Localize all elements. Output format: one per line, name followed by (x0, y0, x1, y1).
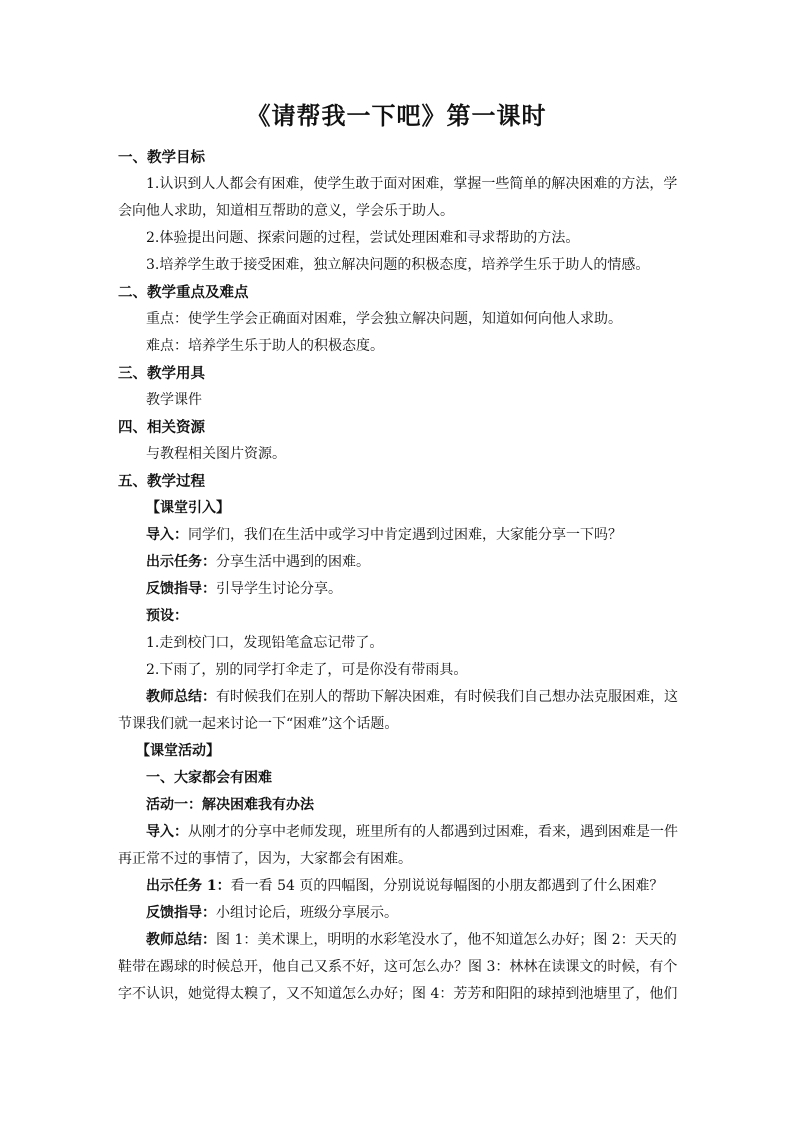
activity-summary-line-1 (118, 927, 678, 954)
resources-text: 与教程相关图片资源。 (146, 446, 286, 462)
activity-summary-line-3: 字不认识，她觉得太糗了，又不知道怎么办好；图 4：芳芳和阳阳的球掉到池塘里了，他们 (118, 986, 678, 1002)
objective-1-line-2: 会向他人求助，知道相互帮助的意义，学会乐于助人。 (118, 203, 454, 219)
feedback-text: 引导学生讨论分享。 (216, 581, 342, 597)
difficult-point: 难点：培养学生乐于助人的积极态度。 (146, 338, 384, 354)
feedback-paragraph (118, 576, 678, 603)
task-text: 分享生活中遇到的困难。 (216, 554, 370, 570)
preset-item-2: 2.下雨了，别的同学打伞走了，可是你没有带雨具。 (146, 662, 468, 678)
activity-intro-label: 导入： (146, 824, 188, 840)
subheading-class-intro: 【课堂引入】 (146, 500, 230, 516)
feedback-label: 反馈指导： (146, 581, 216, 597)
objective-2: 2.体验提出问题、探索问题的过程，尝试处理困难和寻求帮助的方法。 (146, 230, 580, 246)
document-body (118, 144, 678, 1008)
part-heading-1: 一、大家都会有困难 (146, 770, 272, 786)
section-heading-resources: 四、相关资源 (118, 419, 205, 436)
activity-feedback-label: 反馈指导： (146, 905, 216, 921)
summary-label: 教师总结： (146, 689, 216, 705)
activity-task-text: 看一看 54 页的四幅图，分别说说每幅图的小朋友都遇到了什么困难？ (230, 878, 664, 894)
intro-label: 导入： (146, 527, 188, 543)
section-heading-tools: 三、教学用具 (118, 365, 205, 382)
teacher-summary-line-1 (118, 684, 678, 711)
activity-summary-text-1: 图 1：美术课上，明明的水彩笔没水了，他不知道怎么办好；图 2：天天的 (216, 932, 677, 948)
objective-1-line-1: 1.认识到人人都会有困难，使学生敢于面对困难，掌握一些简单的解决困难的方法，学 (146, 176, 678, 192)
activity-feedback-paragraph (118, 900, 678, 927)
activity-intro-line-2: 再正常不过的事情了，因为，大家都会有困难。 (118, 851, 412, 867)
key-point: 重点：使学生学会正确面对困难，学会独立解决问题，知道如何向他人求助。 (146, 311, 622, 327)
activity-intro-text-1: 从刚才的分享中老师发现，班里所有的人都遇到过困难，看来，遇到困难是一件 (188, 824, 678, 840)
intro-paragraph (118, 522, 678, 549)
objective-3: 3.培养学生敢于接受困难，独立解决问题的积极态度，培养学生乐于助人的情感。 (146, 257, 650, 273)
summary-text-1: 有时候我们在别人的帮助下解决困难，有时候我们自己想办法克服困难，这 (216, 689, 678, 705)
activity-summary-label: 教师总结： (146, 932, 216, 948)
task-label: 出示任务： (146, 554, 216, 570)
intro-text: 同学们，我们在生活中或学习中肯定遇到过困难，大家能分享一下吗？ (188, 527, 622, 543)
preset-item-1: 1.走到校门口，发现铅笔盒忘记带了。 (146, 635, 384, 651)
tools-text: 教学课件 (146, 392, 202, 408)
activity-intro-line-1 (118, 819, 678, 846)
task-paragraph (118, 549, 678, 576)
section-heading-objectives: 一、教学目标 (118, 149, 205, 166)
section-heading-process: 五、教学过程 (118, 473, 205, 490)
activity-feedback-text: 小组讨论后，班级分享展示。 (216, 905, 398, 921)
page-title: 《请帮我一下吧》第一课时 (246, 101, 547, 130)
section-heading-key-points: 二、教学重点及难点 (118, 284, 249, 301)
activity-heading-1: 活动一：解决困难我有办法 (146, 797, 314, 813)
preset-label: 预设： (146, 608, 188, 624)
activity-task-paragraph (118, 873, 678, 900)
subheading-class-activity: 【课堂活动】 (136, 743, 220, 759)
activity-task-label: 出示任务 1： (146, 878, 231, 894)
teacher-summary-line-2: 节课我们就一起来讨论一下“困难”这个话题。 (118, 716, 399, 732)
activity-summary-line-2: 鞋带在踢球的时候总开，他自己又系不好，这可怎么办？图 3：林林在读课文的时候，有个 (118, 959, 678, 975)
